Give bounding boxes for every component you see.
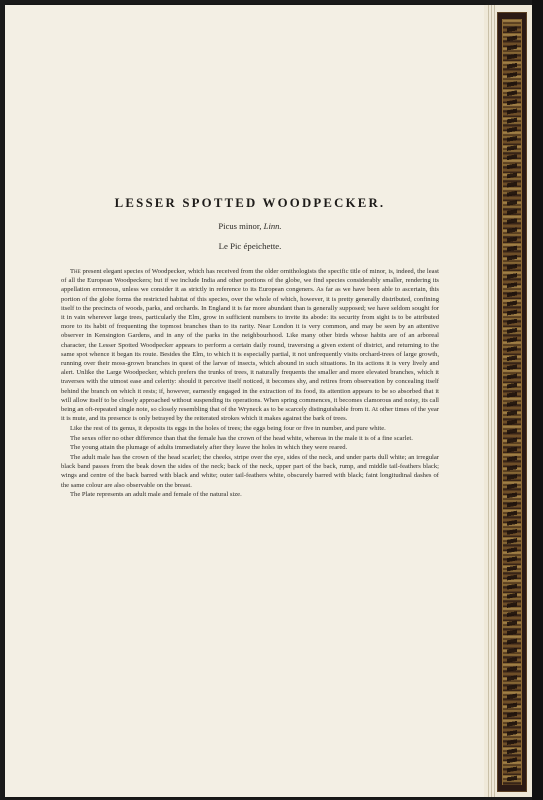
paragraph: The adult male has the crown of the head scarlet; the cheeks, stripe over the eye, sides of the neck, and under parts dull white; an irregular black band passes from the beak down the sides of the neck; back of the neck, upper part of the back, rump, and middle tail-feathers black; wings and centre of the back barred with black and white; outer tail-feathers white, obscurely barred with black; faint longitudinal dashes of the same colour are also observable on the breast. — [61, 454, 439, 489]
latin-authority: Linn. — [263, 221, 282, 231]
opening-word: The — [70, 268, 81, 275]
page-title: LESSER SPOTTED WOODPECKER. — [114, 196, 386, 210]
decorative-cover-border — [497, 12, 527, 792]
paragraph: Like the rest of its genus, it deposits its eggs in the holes of trees; the eggs being four or five in number, and pure white. — [70, 424, 386, 432]
paragraph: The young attain the plumage of adults immediately after they leave the holes in which they were reared. — [70, 444, 348, 452]
paragraph — [61, 267, 439, 423]
latin-name-line — [61, 221, 439, 231]
background-edge — [532, 0, 543, 800]
french-name: Le Pic épeichette. — [218, 241, 282, 251]
paragraph: The Plate represents an adult male and female of the natural size. — [70, 491, 242, 499]
paragraph-text: present elegant species of Woodpecker, which has received from the older ornithologists the specific title of minor, is, indeed, the least of all the European Woodpeckers; but if we include India and other portions of the globe, we find species considerably smaller, rendering its appellation erroneous, unless we consider it as strictly in reference to its European congeners. As far as we have been able to ascertain, this portion of the globe forms the restricted habitat of this species, over the whole of which, however, it is pretty generally distributed, confining itself to the precincts of woods, parks, and orchards. In England it is far more abundant than is generally supposed; we have seldom sought for it in vain wherever large trees, particularly the Elm, grow in sufficient numbers to invite its abode: its security from sight is to be attributed more to its habit of frequenting the topmost branches than to its rarity. Near London it is very common, and may be seen by an attentive observer in Kensington Gardens, and in any of the parks in the neighbourhood. Like many other birds whose habits are of an arboreal character, the Lesser Spotted Woodpecker appears to perform a certain daily round, traversing a given extent of district, and returning to the same spot whence it began its route. Besides the Elm, to which it is especially partial, it not unfrequently visits orchard-trees of large growth, running over their moss-grown branches in quest of the larvæ of insects, which abound in such situations. In its actions it is very lively and alert. Unlike the Large Woodpecker, which prefers the trunks of trees, it naturally frequents the smaller and more elevated branches, which it traverses with the utmost ease and celerity: should it perceive itself noticed, it becomes shy, and retires from observation by concealing itself behind the branch on which it rests; if, however, earnestly engaged in the extraction of its food, its attention appears to be so absorbed that it will allow itself to be closely approached without suspending its operations. When spring commences, it becomes clamorous and noisy, its call being an oft-repeated single note, so closely resembling that of the Wryneck as to be scarcely distinguishable from it. At other times of the year it is mute, and its presence is only betrayed by the reiterated strokes which it makes against the bark of trees. — [61, 268, 439, 423]
page-text — [61, 196, 439, 500]
paragraph: The sexes offer no other difference than that the female has the crown of the head white, whereas in the male it is of a fine scarlet. — [70, 434, 413, 442]
latin-name: Picus minor, — [218, 221, 262, 231]
